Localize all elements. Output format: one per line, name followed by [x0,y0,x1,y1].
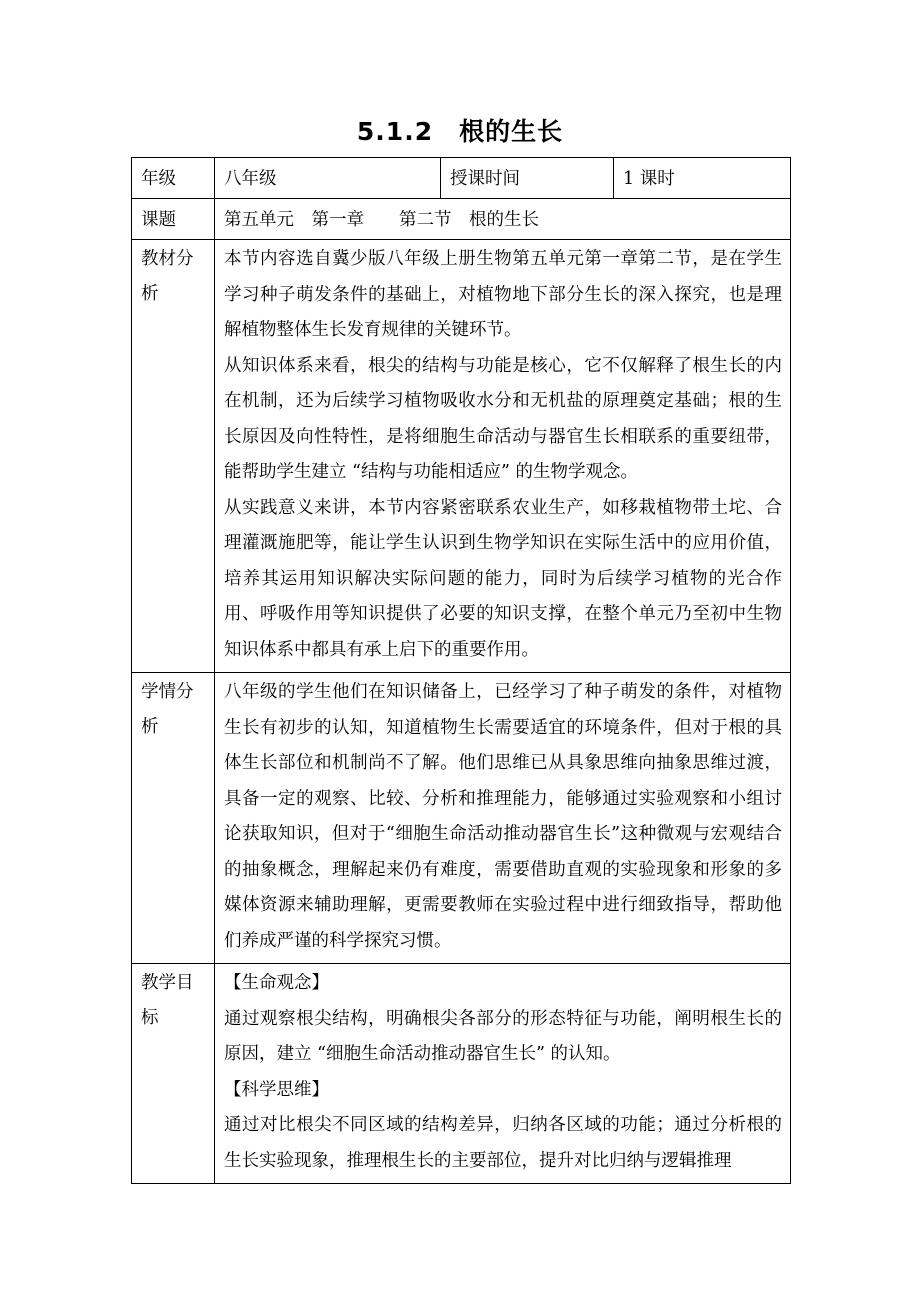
topic-value: 第五单元 第一章 第二节 根的生长 [215,199,791,240]
teaching-goals-label: 教学目标 [132,964,215,1184]
goal-text: 通过观察根尖结构，明确根尖各部分的形态特征与功能，阐明根生长的原因，建立 “细胞生命活动推动器官生长” 的认知。 [224,1008,782,1064]
textbook-analysis-row [132,240,791,673]
learner-analysis-row [132,673,791,964]
time-value: 1 课时 [614,158,791,199]
page-title: 5.1.2 根的生长 [356,117,564,146]
grade-label: 年级 [132,158,215,199]
goal-text: 通过对比根尖不同区域的结构差异，归纳各区域的功能；通过分析根的生长实验现象，推理根生长的主要部位，提升对比归纳与逻辑推理 [224,1115,782,1171]
topic-label: 课题 [132,199,215,240]
textbook-analysis-label: 教材分析 [132,240,215,673]
grade-value: 八年级 [215,158,441,199]
textbook-analysis-paragraph: 从实践意义来讲，本节内容紧密联系农业生产，如移栽植物带土坨、合理灌溉施肥等，能让学生认识到生物学知识在实际生活中的应用价值，培养其运用知识解决实际问题的能力，同时为后续学习植物的光合作用、呼吸作用等知识提供了必要的知识支撑，在整个单元乃至初中生物知识体系中都具有承上启下的重要作用。 [224,497,782,660]
goal-heading: 【科学思维】 [224,1079,329,1100]
time-label: 授课时间 [441,158,614,199]
learner-analysis-content [215,673,791,964]
teaching-goals-content [215,964,791,1184]
textbook-analysis-content [215,240,791,673]
learner-analysis-paragraph: 八年级的学生他们在知识储备上，已经学习了种子萌发的条件，对植物生长有初步的认知，知道植物生长需要适宜的环境条件，但对于根的具体生长部位和机制尚不了解。他们思维已从具象思维向抽象思维过渡，具备一定的观察、比较、分析和推理能力，能够通过实验观察和小组讨论获取知识，但对于“细胞生命活动推动器官生长”这种微观与宏观结合的抽象概念，理解起来仍有难度，需要借助直观的实验现象和形象的多媒体资源来辅助理解，更需要教师在实验过程中进行细致指导，帮助他们养成严谨的科学探究习惯。 [224,682,782,951]
goal-heading: 【生命观念】 [224,973,329,993]
lesson-plan-table [131,157,791,1184]
teaching-goals-row [132,964,791,1184]
topic-row [132,199,791,240]
textbook-analysis-paragraph: 本节内容选自冀少版八年级上册生物第五单元第一章第二节，是在学生学习种子萌发条件的基础上，对植物地下部分生长的深入探究，也是理解植物整体生长发育规律的关键环节。 [224,249,782,340]
learner-analysis-label: 学情分析 [132,673,215,964]
grade-row [132,158,791,199]
textbook-analysis-paragraph: 从知识体系来看，根尖的结构与功能是核心，它不仅解释了根生长的内在机制，还为后续学习植物吸收水分和无机盐的原理奠定基础；根的生长原因及向性特性，是将细胞生命活动与器官生长相联系的重要纽带，能帮助学生建立 “结构与功能相适应” 的生物学观念。 [224,355,782,482]
